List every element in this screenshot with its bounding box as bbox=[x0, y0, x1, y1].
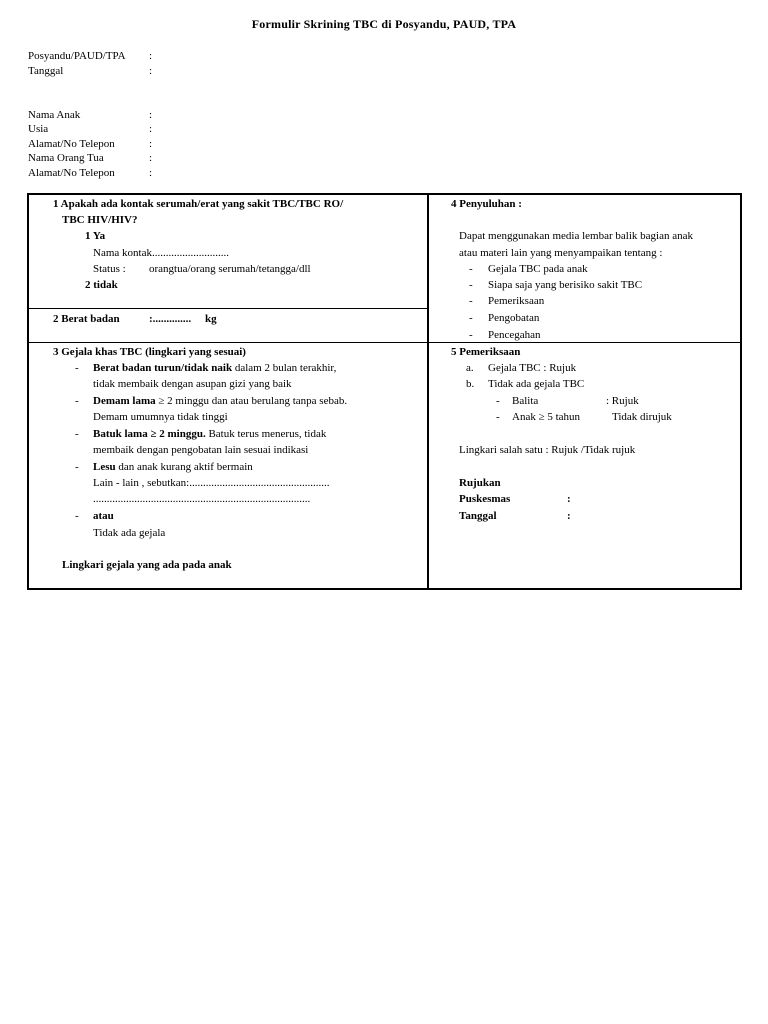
page-title: Formulir Skrining TBC di Posyandu, PAUD, TPA bbox=[251, 17, 517, 31]
s3-item-3-rest: Batuk terus menerus, tidak bbox=[205, 428, 327, 440]
s2-unit: kg bbox=[205, 313, 217, 325]
s4-intro: Dapat menggunakan media lembar balik bagian anak bbox=[459, 230, 693, 242]
s5-tanggal-sep: : bbox=[567, 510, 571, 522]
s4-item: Gejala TBC pada anak bbox=[488, 263, 588, 275]
s1-nama-kontak: Nama kontak............................ bbox=[93, 247, 229, 259]
s5-puskesmas-label: Puskesmas bbox=[459, 493, 511, 505]
s3-bullet: - bbox=[75, 428, 79, 440]
field-sep: : bbox=[149, 50, 153, 62]
s3-item-1-cont: tidak membaik dengan asupan gizi yang baik bbox=[93, 378, 292, 390]
s4-item: Pemeriksaan bbox=[488, 295, 545, 307]
s3-item-4-cont-2: ............................................................................... bbox=[93, 493, 311, 505]
s3-item-4-cont: Lain - lain , sebutkan:................................................... bbox=[93, 477, 330, 489]
s3-item-2-cont: Demam umumnya tidak tinggi bbox=[93, 411, 228, 423]
s5-mark-b: b. bbox=[466, 378, 475, 390]
s5-sub-balita: Balita bbox=[512, 395, 539, 407]
s5-tanggal-label: Tanggal bbox=[459, 510, 497, 522]
s4-item: Pengobatan bbox=[488, 312, 540, 324]
s1-status-label: Status : bbox=[93, 263, 126, 275]
s5-rujukan: Rujukan bbox=[459, 477, 501, 489]
s4-bullet: - bbox=[469, 279, 473, 291]
s3-item-4-rest: dan anak kurang aktif bermain bbox=[115, 461, 253, 473]
field-sep: : bbox=[149, 167, 153, 179]
s3-bullet: - bbox=[75, 362, 79, 374]
s5-mark-a: a. bbox=[466, 362, 474, 374]
s3-item-2-bold: Demam lama bbox=[93, 395, 156, 407]
s4-item: Siapa saja yang berisiko sakit TBC bbox=[488, 279, 643, 291]
s1-option-tidak: 2 tidak bbox=[85, 279, 118, 291]
s5-sub-bullet: - bbox=[496, 411, 500, 423]
field-label-alamat: Alamat/No Telepon bbox=[28, 138, 115, 150]
s3-item-1-bold: Berat badan turun/tidak naik bbox=[93, 362, 233, 374]
s3-item-3-bold: Batuk lama ≥ 2 minggu. bbox=[93, 428, 206, 440]
s3-bullet: - bbox=[75, 395, 79, 407]
s4-bullet: - bbox=[469, 295, 473, 307]
s3-item-2-rest: ≥ 2 minggu dan atau berulang tanpa sebab. bbox=[155, 395, 348, 407]
s5-option-b: Tidak ada gejala TBC bbox=[488, 378, 585, 390]
s4-bullet: - bbox=[469, 329, 473, 341]
field-label-nama-anak: Nama Anak bbox=[28, 109, 81, 121]
field-sep: : bbox=[149, 65, 153, 77]
field-sep: : bbox=[149, 152, 153, 164]
s1-status-value: orangtua/orang serumah/tetangga/dll bbox=[149, 263, 311, 275]
field-sep: : bbox=[149, 109, 153, 121]
s3-bullet: - bbox=[75, 461, 79, 473]
field-label-posyandu: Posyandu/PAUD/TPA bbox=[28, 50, 126, 62]
s5-heading: 5 Pemeriksaan bbox=[451, 346, 521, 358]
s4-intro-cont: atau materi lain yang menyampaikan tentang : bbox=[459, 247, 663, 259]
s5-sub-bullet: - bbox=[496, 395, 500, 407]
field-sep: : bbox=[149, 138, 153, 150]
s4-bullet: - bbox=[469, 263, 473, 275]
s4-item: Pencegahan bbox=[488, 329, 541, 341]
s3-heading: 3 Gejala khas TBC (lingkari yang sesuai) bbox=[53, 346, 246, 358]
s4-heading: 4 Penyuluhan : bbox=[451, 198, 522, 210]
s5-lingkari: Lingkari salah satu : Rujuk /Tidak rujuk bbox=[459, 444, 636, 456]
s3-item-1 bbox=[93, 362, 336, 375]
field-sep: : bbox=[149, 123, 153, 135]
field-label-nama-orang-tua: Nama Orang Tua bbox=[28, 152, 104, 164]
s2-value: :.............. bbox=[149, 313, 192, 325]
s3-item-3-cont: membaik dengan pengobatan lain sesuai indikasi bbox=[93, 444, 309, 456]
s5-option-a: Gejala TBC : Rujuk bbox=[488, 362, 577, 374]
s4-bullet: - bbox=[469, 312, 473, 324]
s3-item-4-bold: Lesu bbox=[93, 461, 116, 473]
s3-item-3 bbox=[93, 428, 326, 441]
field-label-tanggal: Tanggal bbox=[28, 65, 64, 77]
s3-bullet: - bbox=[75, 510, 79, 522]
s3-item-5: atau bbox=[93, 510, 114, 522]
s3-item-1-rest: dalam 2 bulan terakhir, bbox=[232, 362, 337, 374]
s2-label: 2 Berat badan bbox=[53, 313, 120, 325]
s5-sub-balita-value: : Rujuk bbox=[606, 395, 639, 407]
s5-puskesmas-sep: : bbox=[567, 493, 571, 505]
s3-item-4 bbox=[93, 461, 253, 474]
field-label-usia: Usia bbox=[28, 123, 49, 135]
s5-sub-anak-value: Tidak dirujuk bbox=[612, 411, 672, 423]
s3-item-2 bbox=[93, 395, 347, 408]
s1-option-ya: 1 Ya bbox=[85, 230, 106, 242]
s3-item-5-cont: Tidak ada gejala bbox=[93, 527, 166, 539]
s1-question: 1 Apakah ada kontak serumah/erat yang sakit TBC/TBC RO/ bbox=[53, 198, 344, 210]
s3-footer: Lingkari gejala yang ada pada anak bbox=[62, 559, 232, 571]
s5-sub-anak: Anak ≥ 5 tahun bbox=[512, 411, 581, 423]
s1-question-cont: TBC HIV/HIV? bbox=[62, 214, 138, 226]
field-label-alamat-2: Alamat/No Telepon bbox=[28, 167, 115, 179]
